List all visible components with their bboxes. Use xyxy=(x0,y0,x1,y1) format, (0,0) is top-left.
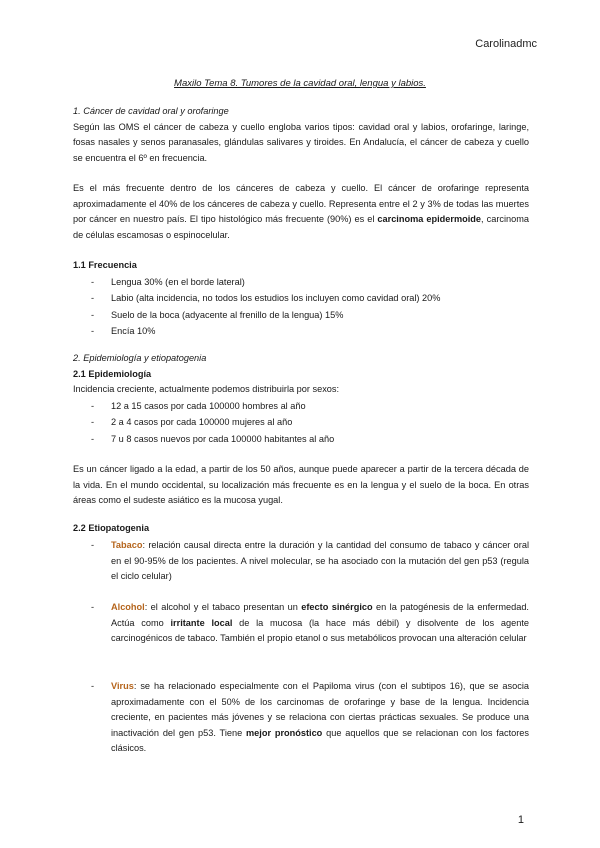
list-item: - Encía 10% xyxy=(91,323,529,340)
tabaco-text: : relación causal directa entre la duración y la cantidad del consumo de tabaco y cáncer oral en el 90-95% de los pacientes. A nivel molecular, se ha asociado con la mutación del gen p53 (regula el ciclo celular) xyxy=(111,540,529,581)
list-item: - Labio (alta incidencia, no todos los estudios los incluyen como cavidad oral) 20% xyxy=(91,290,529,307)
etiology-list-alcohol xyxy=(73,600,529,647)
virus-text-1: : se ha relacionado especialmente con el Papiloma virus (con el subtipos 16), que se asocia aproximadamente con el 50% de los carcinomas de orofaringe y base de la lengua. Incidencia creciente, en pacientes más jóvenes y se relaciona con ciertas prácticas sexuales. Se produce una inactivación del gen p53. Tiene xyxy=(111,681,529,738)
epidemiology-paragraph: Es un cáncer ligado a la edad, a partir de los 50 años, aunque puede aparecer a partir de la tercera década de la vida. En el mundo occidental, su localización más frecuente es en la lengua y el suelo de la boca. En otras áreas como el sudeste asiático es la mucosa yugal. xyxy=(73,464,529,505)
p2-text-b: , carcinoma de células escamosas o espinocelular. xyxy=(73,214,529,240)
etiology-item-alcohol xyxy=(91,600,529,647)
list-item: - Lengua 30% (en el borde lateral) xyxy=(91,274,529,291)
virus-text-2: que aquellos que se relacionan con los factores clásicos. xyxy=(111,727,529,753)
keyword-alcohol: Alcohol xyxy=(111,602,145,612)
keyword-tabaco: Tabaco xyxy=(111,540,143,550)
page-number: 1 xyxy=(517,814,524,826)
section-2-2-heading: 2.2 Etiopatogenia xyxy=(73,523,150,533)
virus-bold-1: mejor pronóstico xyxy=(246,727,323,738)
section-1-1 xyxy=(73,258,529,340)
section-2 xyxy=(73,351,529,447)
alcohol-text-3: de la mucosa (la hace más débil) y disolvente de los agente carcinogénicos de tabaco. También el propio etanol o sus metabólicos provocan una alteración celular xyxy=(111,617,529,643)
etiology-list-virus xyxy=(73,679,529,757)
section-1-1-heading: 1.1 Frecuencia xyxy=(73,260,137,270)
alcohol-text-1: : el alcohol y el tabaco presentan un xyxy=(144,602,302,612)
etiology-item-tabaco xyxy=(91,538,529,585)
keyword-virus: Virus xyxy=(111,681,134,691)
section-2-2 xyxy=(73,521,529,537)
alcohol-bold-1: efecto sinérgico xyxy=(301,602,373,612)
epidemiology-list xyxy=(91,398,529,448)
alcohol-text-2: en la patogénesis de la enfermedad. Actúa como xyxy=(111,602,529,628)
document-title: Maxilo Tema 8. Tumores de la cavidad oral, lengua y labios. xyxy=(174,78,426,89)
section-1-paragraph-1: Según las OMS el cáncer de cabeza y cuello engloba varios tipos: cavidad oral y labios, orofaringe, laringe, fosas nasales y senos paranasales, glándulas salivares y tiroides. En Andalucía, el cáncer de cabeza y cuello se encuentra el 6º en frecuencia. xyxy=(73,121,529,163)
section-2-heading: 2. Epidemiología y etiopatogenia xyxy=(73,353,207,363)
alcohol-bold-2: irritante local xyxy=(170,617,233,628)
frequency-list xyxy=(91,274,529,340)
etiology-list xyxy=(73,538,529,585)
list-item: - Suelo de la boca (adyacente al frenillo de la lengua) 15% xyxy=(91,307,529,324)
p2-bold-carcinoma: carcinoma epidermoide xyxy=(377,214,482,224)
epidemiology-intro: Incidencia creciente, actualmente podemos distribuirla por sexos: xyxy=(73,384,340,394)
section-2-1-heading: 2.1 Epidemiología xyxy=(73,368,152,379)
list-item: - 2 a 4 casos por cada 100000 mujeres al año xyxy=(91,414,529,431)
etiology-item-virus xyxy=(91,679,529,757)
section-1-paragraph-2 xyxy=(73,181,529,243)
list-item: - 7 u 8 casos nuevos por cada 100000 habitantes al año xyxy=(91,431,529,448)
section-1-heading: 1. Cáncer de cavidad oral y orofaringe xyxy=(73,106,229,116)
section-1 xyxy=(73,104,529,166)
list-item: - 12 a 15 casos por cada 100000 hombres al año xyxy=(91,398,529,415)
p2-text-a: Es el más frecuente dentro de los cánceres de cabeza y cuello. El cáncer de orofaringe representa aproximadamente el 40% de los cánceres de cabeza y cuello. Representa entre el 2 y 3% de todas las muertes por cáncer en nuestro país. El tipo histológico más frecuente (90%) es el xyxy=(73,183,529,224)
author-header: Carolinadmc xyxy=(475,38,537,50)
